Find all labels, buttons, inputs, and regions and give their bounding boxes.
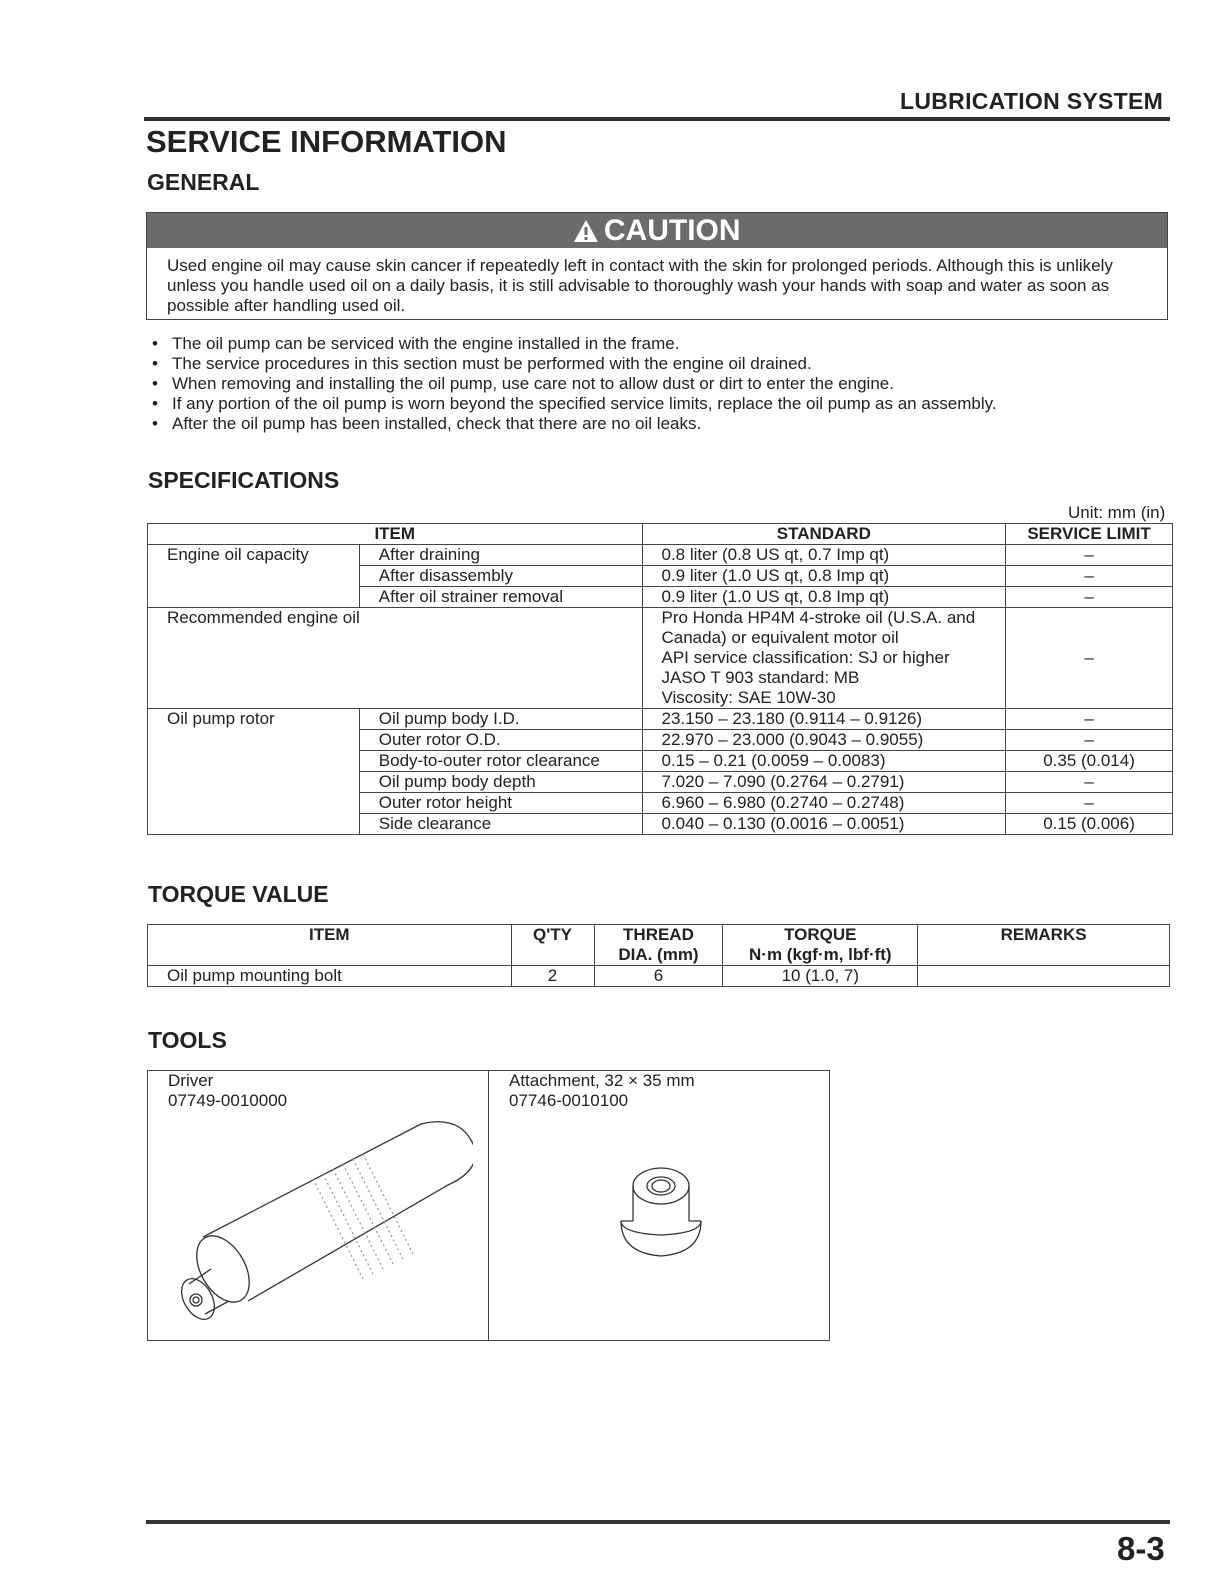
thread-header-line2: DIA. (mm) [618, 945, 699, 964]
row-label: Engine oil capacity [148, 545, 360, 608]
general-bullets [152, 334, 997, 434]
col-header-standard: STANDARD [642, 524, 1006, 545]
col-header-service-limit: SERVICE LIMIT [1006, 524, 1173, 545]
table-row [148, 966, 1170, 987]
std-line: JASO T 903 standard: MB [661, 668, 860, 687]
torque-header-line2: N·m (kgf·m, lbf·ft) [749, 945, 892, 964]
tool-part-number: 07746-0010100 [509, 1091, 629, 1110]
row-sub-item: After draining [359, 545, 642, 566]
std-line: API service classification: SJ or higher [661, 648, 950, 667]
specifications-table [147, 523, 1173, 835]
tools-table [147, 1070, 830, 1341]
table-row [148, 608, 1173, 709]
std-line: Pro Honda HP4M 4-stroke oil (U.S.A. and [661, 608, 976, 627]
row-standard: 7.020 – 7.090 (0.2764 – 0.2791) [642, 772, 1006, 793]
row-limit: – [1006, 772, 1173, 793]
row-limit: – [1006, 793, 1173, 814]
row-qty: 2 [511, 966, 594, 987]
row-limit: – [1006, 608, 1173, 709]
row-standard [642, 608, 1006, 709]
header-rule [144, 117, 1170, 121]
tools-row [148, 1071, 830, 1341]
attachment-tool-icon [611, 1161, 731, 1271]
thread-header-line1: THREAD [623, 925, 694, 944]
bullet-item: • The service procedures in this section must be performed with the engine oil drained. [152, 354, 997, 374]
page-number: 8-3 [1117, 1530, 1165, 1567]
row-standard: 6.960 – 6.980 (0.2740 – 0.2748) [642, 793, 1006, 814]
row-limit: – [1006, 730, 1173, 751]
general-heading: GENERAL [147, 169, 260, 195]
row-sub-item: Outer rotor height [359, 793, 642, 814]
col-header-remarks: REMARKS [918, 925, 1170, 966]
row-label: Recommended engine oil [148, 608, 643, 709]
std-line: Canada) or equivalent motor oil [661, 628, 899, 647]
row-remarks [918, 966, 1170, 987]
tools-heading: TOOLS [148, 1027, 227, 1053]
unit-label: Unit: mm (in) [1068, 503, 1166, 522]
bullet-item: • If any portion of the oil pump is worn beyond the specified service limits, replace the oil pump as an assembly. [152, 394, 997, 414]
warning-triangle-icon [573, 219, 599, 243]
col-header-item: ITEM [148, 925, 512, 966]
row-limit: 0.15 (0.006) [1006, 814, 1173, 835]
bullet-item: • The oil pump can be serviced with the engine installed in the frame. [152, 334, 997, 354]
row-standard: 0.9 liter (1.0 US qt, 0.8 Imp qt) [642, 566, 1006, 587]
row-torque: 10 (1.0, 7) [723, 966, 918, 987]
std-line: Viscosity: SAE 10W-30 [661, 688, 836, 707]
caution-label: CAUTION [603, 214, 741, 247]
bullet-item: • After the oil pump has been installed, check that there are no oil leaks. [152, 414, 997, 434]
bullet-item: • When removing and installing the oil pump, use care not to allow dust or dirt to enter the engine. [152, 374, 997, 394]
row-standard: 0.15 – 0.21 (0.0059 – 0.0083) [642, 751, 1006, 772]
row-thread: 6 [594, 966, 723, 987]
row-limit: 0.35 (0.014) [1006, 751, 1173, 772]
caution-text: Used engine oil may cause skin cancer if repeatedly left in contact with the skin for prolonged periods. Although this is unlikely unless you handle used oil on a daily basis, it is still advisable to thoroughly wash your hands with soap and water as soon as possible after handling used oil. [167, 256, 1113, 315]
section-title: LUBRICATION SYSTEM [900, 88, 1164, 114]
footer-rule [146, 1520, 1170, 1524]
driver-tool-icon [163, 1119, 473, 1339]
table-header-row [148, 925, 1170, 966]
row-standard: 23.150 – 23.180 (0.9114 – 0.9126) [642, 709, 1006, 730]
col-header-item: ITEM [148, 524, 643, 545]
row-sub-item: After disassembly [359, 566, 642, 587]
torque-table [147, 924, 1170, 987]
table-row [148, 545, 1173, 566]
tool-part-number: 07749-0010000 [168, 1091, 288, 1110]
row-standard: 0.9 liter (1.0 US qt, 0.8 Imp qt) [642, 587, 1006, 608]
row-limit: – [1006, 566, 1173, 587]
row-sub-item: Outer rotor O.D. [359, 730, 642, 751]
col-header-qty: Q'TY [511, 925, 594, 966]
row-sub-item: Oil pump body depth [359, 772, 642, 793]
col-header-torque [723, 925, 918, 966]
tool-cell [489, 1071, 830, 1341]
tool-name: Driver [168, 1071, 214, 1090]
row-sub-item: Oil pump body I.D. [359, 709, 642, 730]
row-limit: – [1006, 587, 1173, 608]
row-limit: – [1006, 709, 1173, 730]
torque-header-line1: TORQUE [784, 925, 857, 944]
row-standard: 0.8 liter (0.8 US qt, 0.7 Imp qt) [642, 545, 1006, 566]
tool-name: Attachment, 32 × 35 mm [509, 1071, 695, 1090]
specifications-heading: SPECIFICATIONS [148, 467, 340, 493]
caution-box [146, 212, 1168, 320]
row-standard: 0.040 – 0.130 (0.0016 – 0.0051) [642, 814, 1006, 835]
row-item: Oil pump mounting bolt [148, 966, 512, 987]
table-row [148, 709, 1173, 730]
row-sub-item: Side clearance [359, 814, 642, 835]
row-label: Oil pump rotor [148, 709, 360, 835]
torque-heading: TORQUE VALUE [148, 881, 329, 907]
col-header-thread [594, 925, 723, 966]
caution-banner [147, 213, 1167, 248]
row-limit: – [1006, 545, 1173, 566]
page-title: SERVICE INFORMATION [146, 124, 507, 159]
row-standard: 22.970 – 23.000 (0.9043 – 0.9055) [642, 730, 1006, 751]
row-sub-item: After oil strainer removal [359, 587, 642, 608]
tool-cell [148, 1071, 489, 1341]
table-header-row [148, 524, 1173, 545]
row-sub-item: Body-to-outer rotor clearance [359, 751, 642, 772]
